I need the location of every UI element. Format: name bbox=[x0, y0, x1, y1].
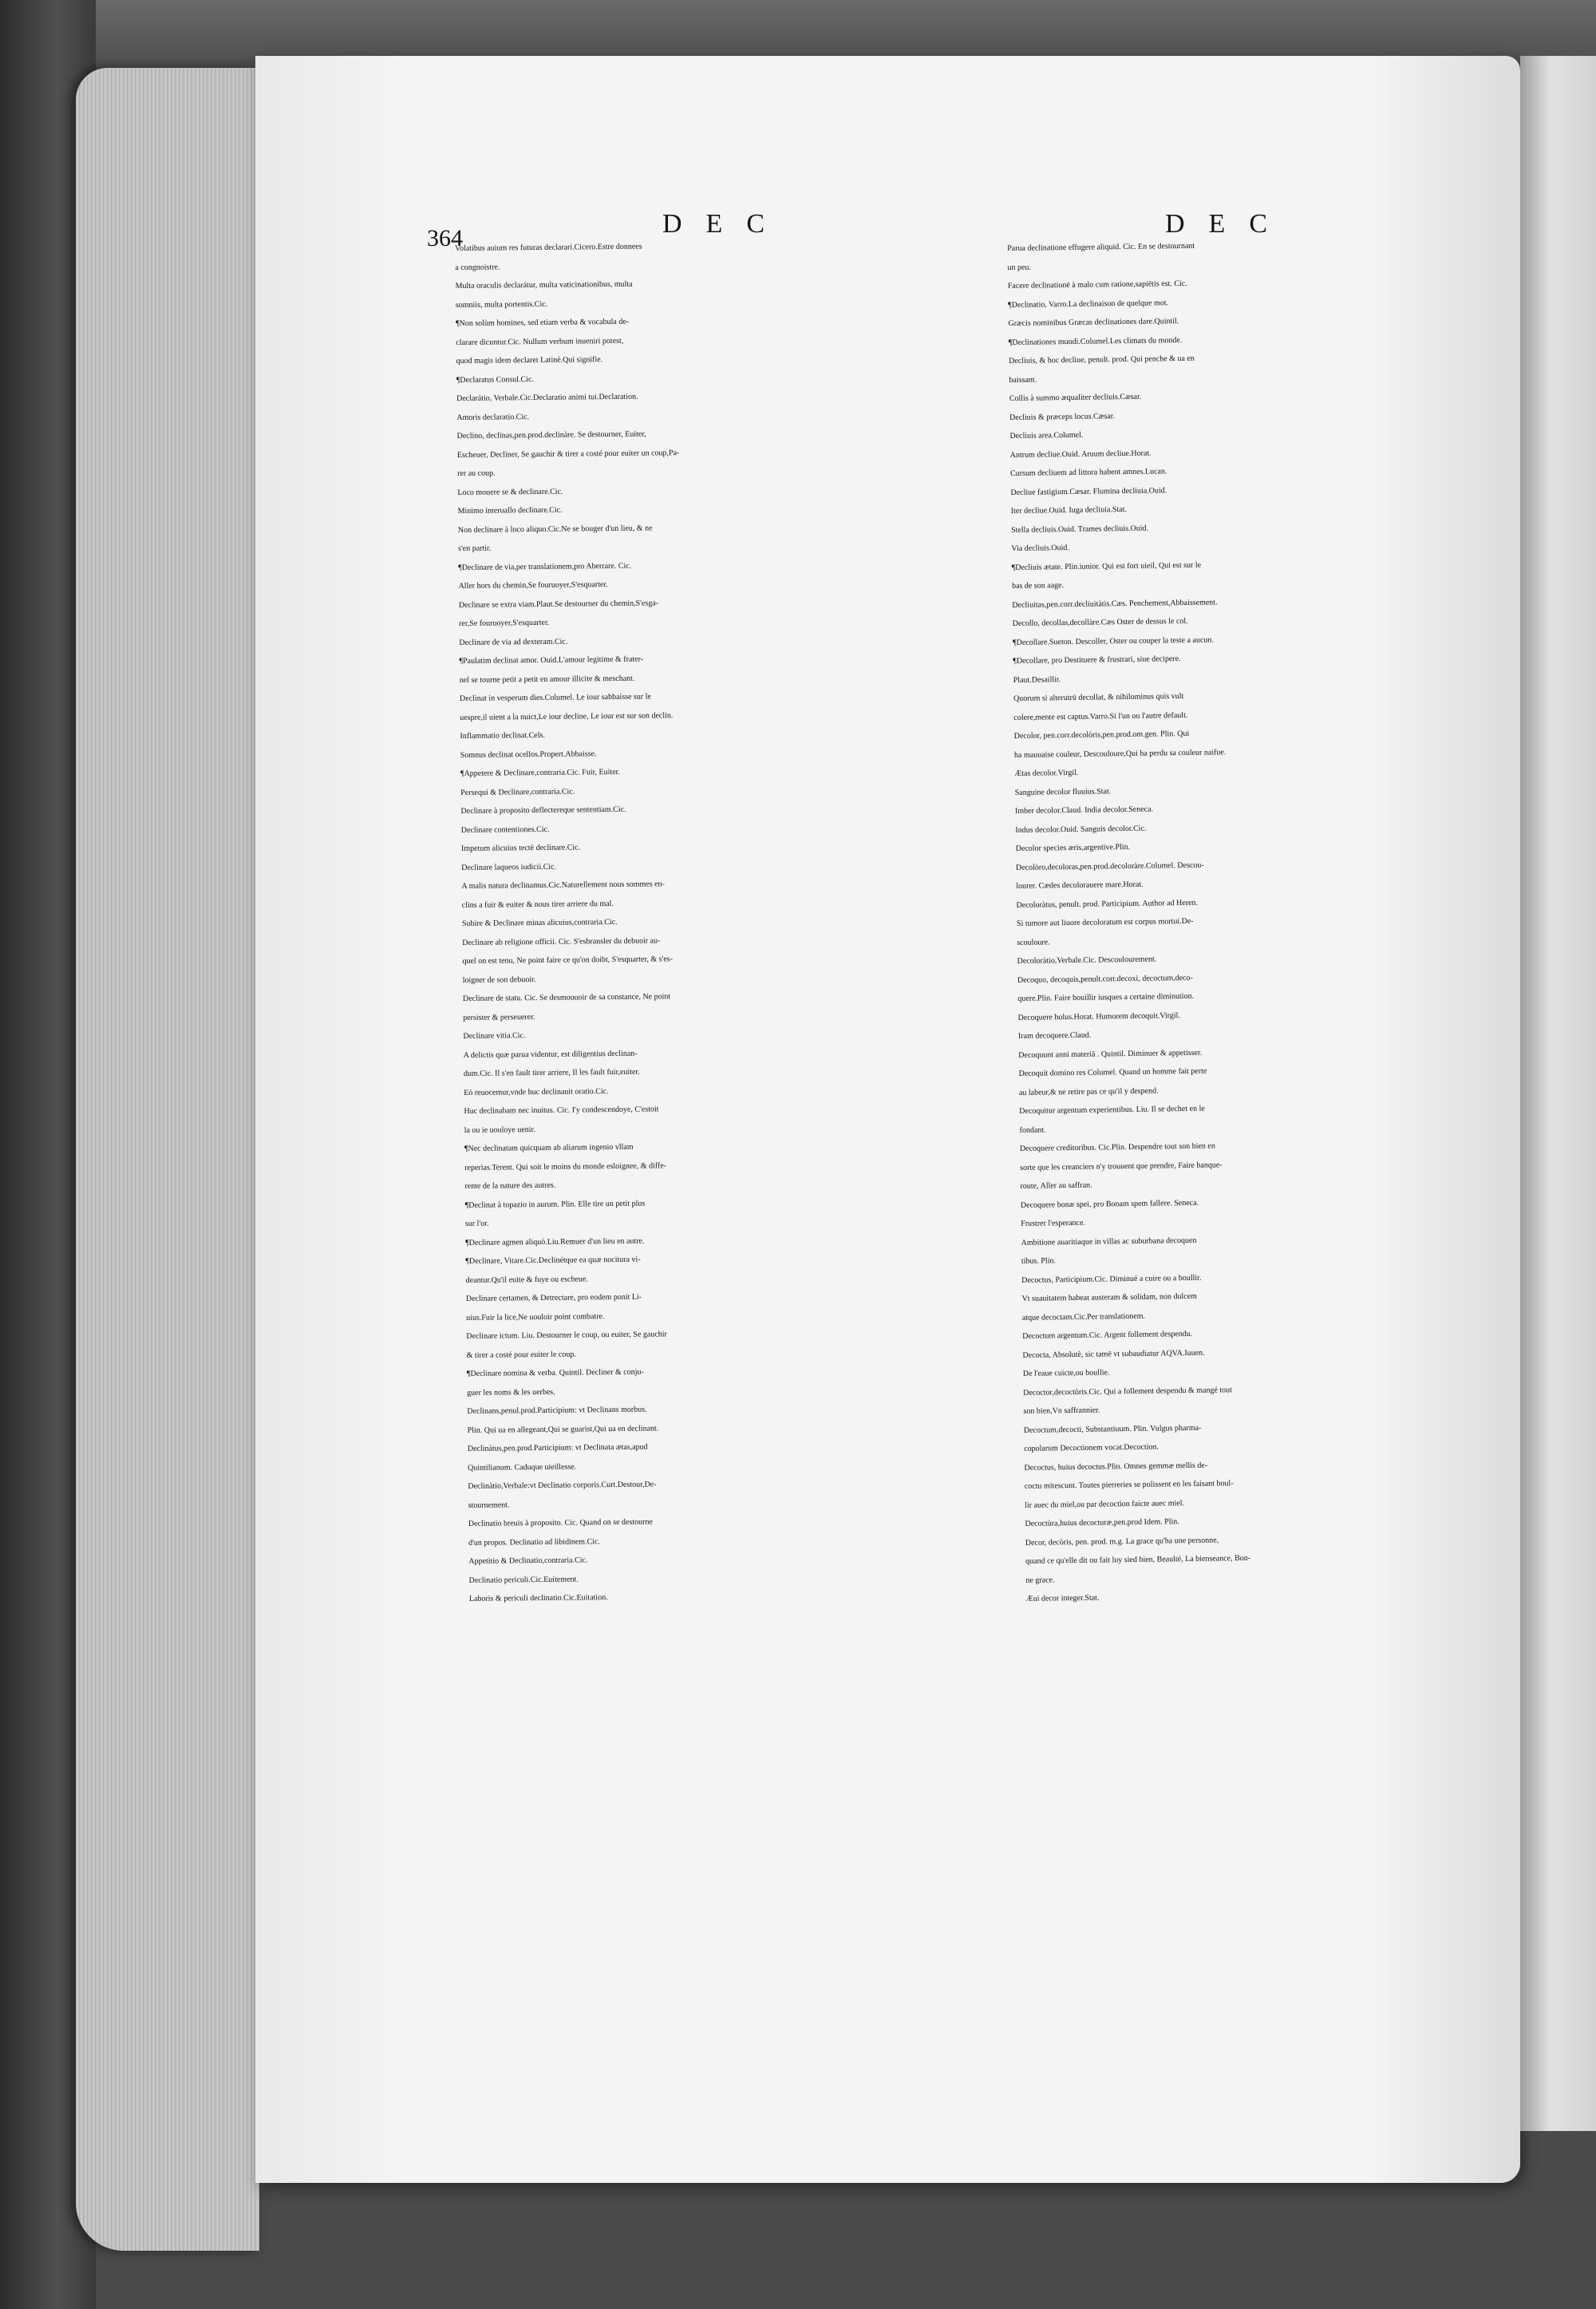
text-line: Decliuis area.Columel. bbox=[1009, 430, 1084, 441]
text-line: Facere declinationē à malo cum ratione,sapiētis est. Cic. bbox=[1007, 279, 1187, 291]
text-line: Declinare vitia.Cic. bbox=[463, 1031, 526, 1041]
text-line: Decocta, Absolutè, sic tamē vt subaudiatur AQVA.Iuuen. bbox=[1022, 1348, 1205, 1360]
text-line: Impetum alicuius tectè declinare.Cic. bbox=[460, 843, 581, 853]
text-line: A delictis quæ parua videntur, est diligentius declinan- bbox=[463, 1049, 638, 1060]
running-head-left: DEC bbox=[662, 209, 788, 239]
text-line: Iter decliue.Ouid. Iuga decliuia.Stat. bbox=[1010, 504, 1128, 516]
text-line: Si tumore aut liuore decoloratum est corpus mortui.De- bbox=[1016, 916, 1194, 928]
text-line: Imber decolor.Claud. India decolor.Seneca. bbox=[1014, 805, 1154, 816]
text-line: persister & perseuerer. bbox=[463, 1012, 535, 1022]
text-line: copolarum Decoctionem vocat.Decoction. bbox=[1024, 1442, 1159, 1453]
text-line: Decollo, decollas,decollàre.Cæs Oster de dessus le col. bbox=[1012, 616, 1188, 628]
text-line: reperias.Terent. Qui soit le moins du monde esloignee, & diffe- bbox=[464, 1160, 667, 1172]
text-line: ne grace. bbox=[1025, 1575, 1055, 1585]
text-line: d'un propos. Declinatio ad libidinem.Cic. bbox=[468, 1536, 600, 1548]
text-line: ¶Non solùm homines, sed etiam verba & vocabula de- bbox=[456, 317, 630, 328]
text-line: Parua declinatione effugere aliquid. Cic. En se destournant bbox=[1007, 241, 1195, 253]
text-line: Somnus declinat ocellos.Propert.Abbaisse. bbox=[460, 749, 597, 760]
text-line: Loco mouere se & declinare.Cic. bbox=[457, 487, 563, 497]
text-line: un peu. bbox=[1007, 263, 1032, 272]
text-line: Cursum decliuem ad littora habent amnes.Lucan. bbox=[1010, 467, 1167, 478]
left-column bbox=[455, 235, 940, 1609]
text-line: au labeur,& ne retire pas ce qu'il y despend. bbox=[1018, 1085, 1159, 1097]
text-line: Declarátio, Verbale.Cic.Declaratio animi tui.Declaration. bbox=[456, 392, 638, 403]
text-line: Plaut.Desaillir. bbox=[1013, 674, 1061, 685]
text-line: tibus. Plin. bbox=[1021, 1256, 1057, 1266]
text-line: fondant. bbox=[1019, 1125, 1046, 1135]
text-line: Frustrer l'esperance. bbox=[1021, 1218, 1085, 1228]
text-line: Decoquere bonæ spei, pro Bonam spem fallere. Seneca. bbox=[1020, 1198, 1199, 1210]
text-line: Declinare ab religione officii. Cic. S'esbransler du debuoir au- bbox=[462, 935, 661, 947]
text-line: son bien,Vn saffrannier. bbox=[1023, 1406, 1100, 1416]
text-line: Decliuis & præceps locus.Cæsar. bbox=[1009, 411, 1116, 422]
text-line: Declinare de statu. Cic. Se desmouuoir de sa constance, Ne point bbox=[462, 992, 671, 1003]
text-line: Declinatio breuis à proposito. Cic. Quand on se destourne bbox=[468, 1517, 653, 1528]
text-line: ¶Appetere & Declinare,contraria.Cic. Fuir, Euiter. bbox=[460, 767, 620, 778]
text-line: Declinatio periculi.Cic.Euitement. bbox=[468, 1574, 579, 1585]
text-line: rer au coup. bbox=[457, 469, 496, 478]
text-line: Collis à summo æqualiter decliuis.Cæsar. bbox=[1009, 392, 1142, 403]
text-line: ¶Declinare agmen aliquò.Liu.Remuer d'un lieu en autre. bbox=[465, 1236, 645, 1247]
text-line: bas de son aage. bbox=[1011, 581, 1065, 591]
text-line: scouloure. bbox=[1017, 937, 1050, 947]
text-line: ¶Declinationes mundi.Columel.Les climats du monde. bbox=[1008, 335, 1183, 347]
text-line: quod magis idem declaret Latinè.Qui signifie. bbox=[456, 355, 603, 366]
text-line: stournement. bbox=[468, 1500, 510, 1510]
text-line: Decliue fastigium.Cæsar. Flumina decliuia.Ouid. bbox=[1010, 485, 1167, 497]
text-line: Decoquitur argentum experientibus. Liu. Il se dechet en le bbox=[1019, 1104, 1205, 1116]
text-line: lir auec du miel,ou par decoction faicte auec miel. bbox=[1025, 1498, 1185, 1510]
text-line: Plin. Qui ua en allegeant,Qui se guarist,Qui ua en declinant. bbox=[467, 1423, 659, 1435]
text-line: Declinare laqueos iudicii.Cic. bbox=[461, 862, 557, 872]
text-line: Volatibus auium res futuras declarari.Cicero.Estre donnees bbox=[455, 242, 642, 253]
text-line: Declinare se extra viam.Plaut.Se destourner du chemin,S'esga- bbox=[458, 598, 659, 610]
text-line: Subire & Declinare minas alicuius,contraria.Cic. bbox=[461, 917, 618, 928]
text-line: Appetitio & Declinatio,contraria.Cic. bbox=[468, 1556, 588, 1566]
text-line: sorte que les creanciers n'y trouuent que prendre, Faire banque- bbox=[1020, 1160, 1223, 1172]
text-line: lourer. Cædes decolorauere mare.Horat. bbox=[1016, 880, 1144, 891]
text-line: Aller hors du chemin,Se fouruoyer,S'esquarter. bbox=[458, 580, 608, 591]
facing-page-edge bbox=[1520, 56, 1596, 2131]
text-line: Decliuitas,pen.corr.decliuitàtis.Cæs. Penchement,Abbaissement. bbox=[1012, 597, 1218, 610]
text-line: Decoloràtio,Verbale.Cic. Descoulourement. bbox=[1017, 955, 1157, 966]
text-line: baissant. bbox=[1009, 374, 1037, 385]
text-line: rer,Se fouruoyer,S'esquarter. bbox=[458, 618, 550, 628]
text-line: Decolor species æris,argentive.Plin. bbox=[1015, 842, 1131, 853]
text-line: atque decoctam.Cic.Per translationem. bbox=[1021, 1311, 1146, 1323]
text-line: Stella decliuis.Ouid. Trames decliuis.Ouid. bbox=[1011, 524, 1149, 535]
text-line: clins a fuir & euiter & nous tirer arriere du mal. bbox=[461, 899, 614, 910]
text-line: Decoquere holus.Horat. Humorem decoquit.Virgil. bbox=[1017, 1010, 1181, 1022]
text-line: Declinàtio,Verbale:vt Declinatio corporis.Curt.Destour,De- bbox=[468, 1480, 657, 1491]
text-line: quel on est tenu, Ne point faire ce qu'on doibt, S'esquarter, & s'es- bbox=[462, 955, 674, 966]
text-line: Declinare de via ad dexteram.Cic. bbox=[459, 637, 568, 647]
text-line: Decolor, pen.corr.decolòris,pen.prod.om.gen. Plin. Qui bbox=[1013, 729, 1190, 741]
text-line: quere.Plin. Faire bouillir iusques a certaine diminution. bbox=[1017, 991, 1195, 1003]
text-line: Indus decolor.Ouid. Sanguis decolor.Cic. bbox=[1015, 824, 1147, 835]
text-line: sur l'or. bbox=[464, 1219, 489, 1228]
text-line: Declino, declinas,pen.prod.declinàre. Se destourner, Euiter, bbox=[456, 429, 646, 441]
text-line: Escheuer, Decliner, Se gauchir & tirer a costé pour euiter un coup,Pa- bbox=[456, 448, 680, 460]
text-line: nel se tourne petit a petit en amour illicite & meschant. bbox=[459, 674, 635, 685]
text-line: rente de la nature des autres. bbox=[464, 1180, 556, 1191]
text-line: Decoloràtus, penult. prod. Participium. Author ad Heren. bbox=[1016, 898, 1199, 910]
text-line: colere,mente est captus.Varro.Si l'un ou l'autre default. bbox=[1013, 710, 1188, 722]
text-line: ¶Declaratus Consul.Cic. bbox=[456, 374, 534, 385]
text-line: clarare dicuntur.Cic. Nullum verbum inueniri potest, bbox=[456, 336, 624, 347]
text-line: ¶Declinare de via,per translationem,pro Aberrare. Cic. bbox=[458, 561, 632, 572]
text-line: s'en partir. bbox=[458, 544, 492, 553]
text-line: uius.Fuir la lice,Ne uouloir point combatre. bbox=[466, 1311, 605, 1323]
text-line: & tirer a costé pour euiter le coup. bbox=[466, 1349, 576, 1360]
text-line: Quorum si alterutrū decollat, & nihilominus quis vult bbox=[1013, 691, 1184, 703]
text-line: Laboris & periculi declinatio.Cic.Euitation. bbox=[468, 1593, 608, 1603]
text-line: Persequi & Declinare,contraria.Cic. bbox=[460, 786, 575, 797]
text-line: Declinare certamen, & Detrectare, pro eodem ponit Li- bbox=[465, 1292, 642, 1303]
text-line: Eò reuocemur,vnde huc declinauit oratio.Cic. bbox=[464, 1086, 609, 1097]
text-line: ¶Decollare.Sueton. Descoller, Oster ou couper la teste a aucun. bbox=[1012, 635, 1214, 647]
text-line: ¶Nec declinatam quicquam ab aliarum ingenio vllam bbox=[464, 1142, 634, 1153]
text-line: a congnoistre. bbox=[455, 262, 500, 272]
text-line: la ou ie uouloye uenir. bbox=[464, 1125, 535, 1135]
page-edges bbox=[76, 68, 259, 2251]
text-line: ¶Declinat à topazio in aurum. Plin. Elle tire un petit plus bbox=[464, 1199, 646, 1210]
text-line: Æui decor integer.Stat. bbox=[1025, 1593, 1100, 1603]
right-column bbox=[1007, 233, 1497, 1609]
text-line: Græcis nominibus Græcas declinationes dare.Quintil. bbox=[1008, 317, 1179, 328]
text-line: Antrum decliue.Ouid. Aruum decliue.Horat. bbox=[1009, 449, 1152, 460]
text-line: Ætas decolor.Virgil. bbox=[1014, 768, 1079, 778]
text-line: dum.Cic. Il s'en fault tirer arriere, Il les fault fuir,euiter. bbox=[463, 1067, 640, 1078]
text-line: Huc declinabam nec inuitus. Cic. I'y condescendoye, C'estoit bbox=[464, 1105, 659, 1116]
text-line: Iram decoquere.Claud. bbox=[1017, 1030, 1092, 1041]
text-line: Decoquo, decoquis,penult.corr.decoxi, decoctum,deco- bbox=[1017, 973, 1193, 985]
text-line: De l'eaue cuicte,ou boullie. bbox=[1022, 1368, 1110, 1378]
text-line: Decoquere creditoribus. Cic.Plin. Despendre tout son bien en bbox=[1019, 1141, 1215, 1153]
text-line: ha mauuaise couleur, Descouloure,Qui ha perdu sa couleur naifue. bbox=[1013, 747, 1227, 760]
text-line: A malis natura declinamus.Cic.Naturellement nous sommes en- bbox=[461, 880, 665, 891]
text-line: Decoctùra,huius decocturæ,pen.prod Idem. Plin. bbox=[1025, 1517, 1179, 1528]
text-line: Declinare à proposito deflectereque sententiam.Cic. bbox=[460, 805, 626, 816]
text-line: ¶Paulatim declinat amor. Ouid.L'amour legitime & frater- bbox=[459, 654, 644, 666]
text-line: somniis, multa portentis.Cic. bbox=[455, 299, 548, 310]
text-line: Multa oraculis declarátur, multa vaticinationibus, multa bbox=[455, 279, 633, 291]
text-line: ¶Declinare, Vitare.Cic.Declinétque ea quæ nocitura vi- bbox=[465, 1255, 641, 1266]
text-line: Decoctum,decocti, Substantiuum. Plin. Vulgus pharma- bbox=[1023, 1423, 1202, 1435]
text-line: guer les noms & les uerbes. bbox=[467, 1387, 555, 1398]
page-number: 364 bbox=[427, 225, 463, 251]
running-head-right: DEC bbox=[1165, 209, 1291, 239]
text-line: Decor, decòris, pen. prod. m.g. La grace qu'ha une personne, bbox=[1025, 1535, 1219, 1548]
text-line: Decliuis, & hoc decliue, penult. prod. Qui penche & ua en bbox=[1009, 354, 1195, 366]
text-line: Sanguine decolor fluuius.Stat. bbox=[1014, 786, 1112, 797]
text-line: Minimo interuallo declinare.Cic. bbox=[457, 505, 563, 516]
text-line: ¶Decliuis ætate. Plin.iunior. Qui est fort uieil, Qui est sur le bbox=[1011, 560, 1202, 572]
text-line: Non declinare à loco aliquo.Cic.Ne se bouger d'un lieu, & ne bbox=[457, 523, 653, 535]
text-line: Decoctum argentum.Cic. Argent follement despendu. bbox=[1022, 1329, 1193, 1341]
text-line: coctu mitescunt. Toutes pierreries se polissent en les faisant boul- bbox=[1024, 1479, 1234, 1491]
text-line: Quintilianum. Caduque uieillesse. bbox=[468, 1461, 577, 1473]
text-line: Decoctus, huius decoctus.Plin. Omnes gemmæ mellis de- bbox=[1024, 1461, 1208, 1473]
text-line: Via decliuis.Ouid. bbox=[1011, 543, 1069, 553]
text-line: Ambitione auaritiaque in villas ac suburbana decoquen bbox=[1021, 1236, 1197, 1247]
text-line: deantur.Qu'il euite & fuye ou escheue. bbox=[465, 1274, 588, 1285]
text-line: Amoris declaratio.Cic. bbox=[456, 412, 530, 422]
text-line: Declinat in vesperum dies.Columel. Le iour sabbaisse sur le bbox=[459, 692, 652, 703]
text-line: loigner de son debuoir. bbox=[462, 975, 536, 985]
text-line: ¶Declinare nomina & verba. Quintil. Decliner & conju- bbox=[466, 1367, 644, 1378]
text-line: route, Aller au saffran. bbox=[1020, 1180, 1092, 1191]
text-line: Declinare ictum. Liu. Destourner le coup, ou euiter, Se gauchir bbox=[466, 1330, 667, 1341]
text-line: ¶Declinatio, Varro.La declinaison de quelque mot. bbox=[1008, 298, 1169, 310]
text-line: Decoquit domino res Columel. Quand un homme fait perte bbox=[1018, 1066, 1207, 1078]
text-line: Vt suauitatem habeat austeram & solidam, non dulcem bbox=[1021, 1291, 1197, 1303]
text-line: Declinans,penul.prod.Participium: vt Declinans morbus. bbox=[467, 1405, 647, 1416]
text-line: ¶Decollare, pro Destituere & frustrari, siue decipere. bbox=[1013, 654, 1181, 666]
text-line: Declinare contentiones.Cic. bbox=[460, 824, 550, 835]
text-line: Decoctor,decoctòris.Cic. Qui a follement despendu & mangé tout bbox=[1023, 1385, 1232, 1398]
text-line: Decoquunt anni materiā . Quintil. Diminuer & appetisser. bbox=[1018, 1048, 1203, 1060]
text-line: quand ce qu'elle dit ou fait luy sied bien, Beaulté, La bienseance, Bon- bbox=[1025, 1553, 1251, 1566]
text-line: Declinàtus,pen.prod.Participium: vt Declinata ætas,apud bbox=[467, 1442, 648, 1453]
text-line: Decoctus, Participium.Cic. Diminué a cuire ou a boullir. bbox=[1021, 1273, 1202, 1285]
text-line: Decolòro,decoloras,pen.prod.decoloràre.Columel. Descou- bbox=[1015, 860, 1204, 872]
text-line: uespre,il uient a la nuict,Le iour decline, Le iour est sur son declin. bbox=[460, 710, 674, 722]
text-line: Inflammatio declinat.Cels. bbox=[460, 730, 545, 741]
